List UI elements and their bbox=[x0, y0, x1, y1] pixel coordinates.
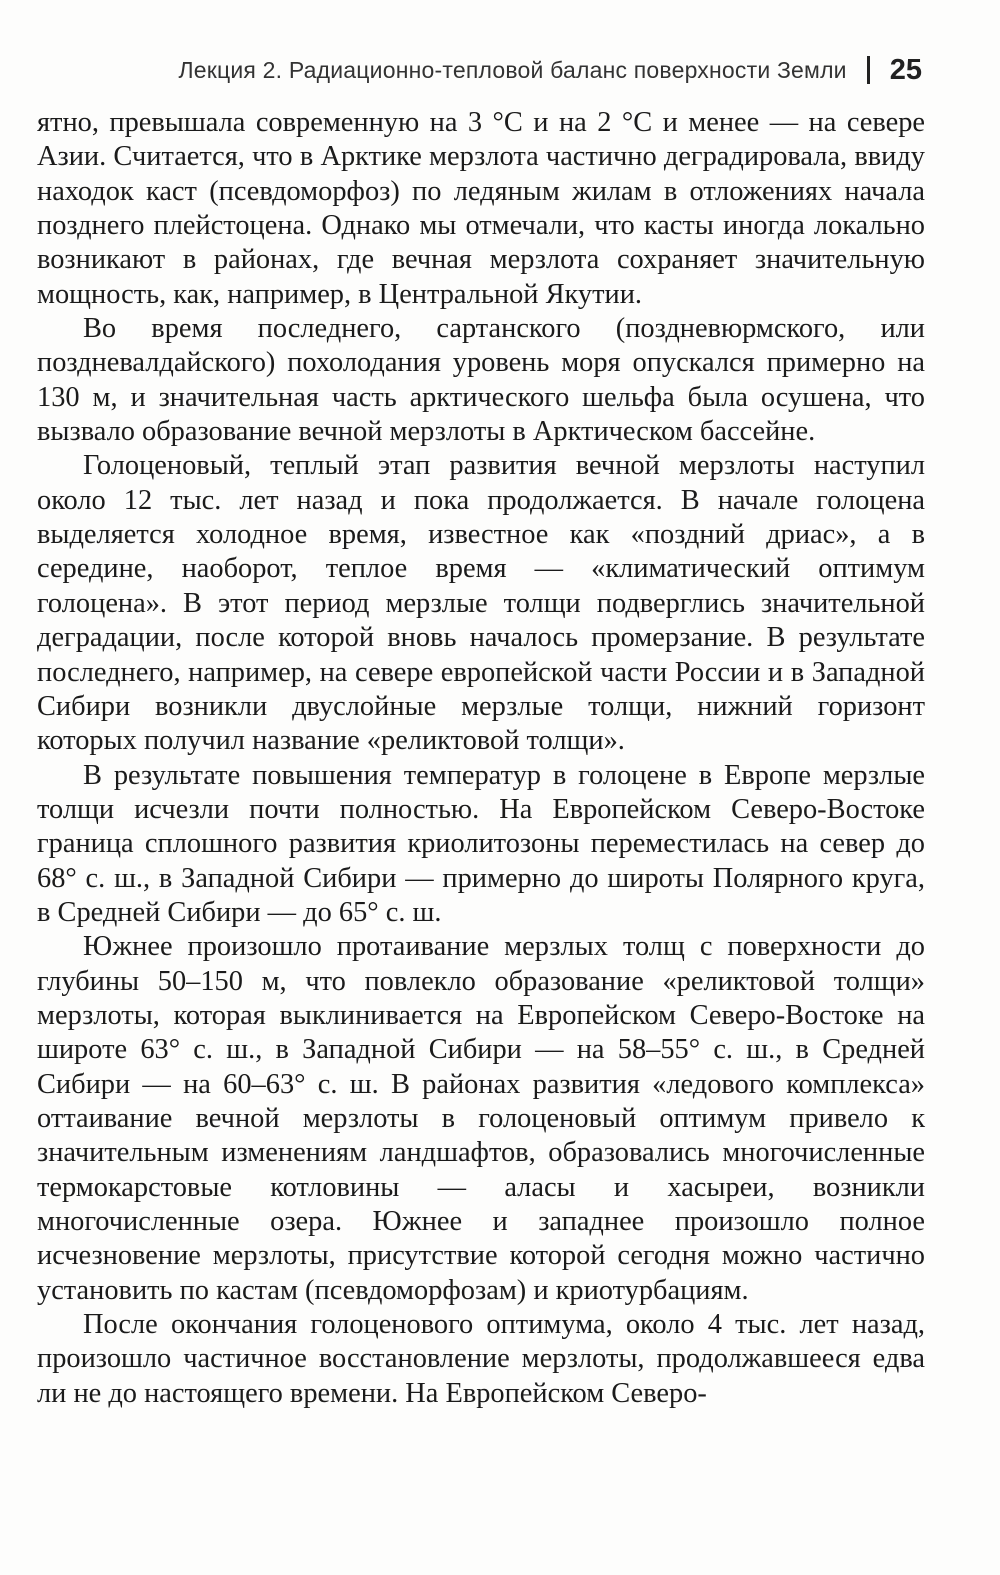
paragraph-sartan-cooling: Во время последнего, сартанского (поздневюрмского, или поздневалдайского) похолодания уровень моря опускался примерно на 130 м, и значительная часть арктического шельфа была осушена, что вызвало образование вечной мерзлоты в Арктическом бассейне. bbox=[37, 313, 925, 448]
paragraph-europe-thaw: В результате повышения температур в голоцене в Европе мерзлые толщи исчезли почти полностью. На Европейском Северо-Востоке граница сплошного развития криолитозоны переместилась на север до 68° с. ш., в Западной Сибири — примерно до широты Полярного круга, в Средней Сибири — до 65° с. ш. bbox=[37, 759, 925, 928]
paragraph-relict-layer: Южнее произошло протаивание мерзлых толщ с поверхности до глубины 50–150 м, что повлекло образование «реликтовой толщи» мерзлоты, которая выклинивается на Европейском Северо-Востоке на широте 63° с. ш., в Западной Сибири — на 58–55° с. ш., в Средней Сибири — на 60–63° с. ш. В районах развития «ледового комплекса» оттаивание вечной мерзлоты в голоценовый оптимум привело к значительным изменениям ландшафтов, образовались многочисленные термокарстовые котловины — аласы и хасыреи, возникли многочисленные озера. Южнее и западнее произошло полное исчезновение мерзлоты, присутствие которой сегодня можно частично установить по кастам (псевдоморфозам) и криотурбациям. bbox=[37, 931, 925, 1306]
paragraph-restoration: После окончания голоценового оптимума, около 4 тыс. лет назад, произошло частичное восстановление мерзлоты, продолжавшееся едва ли не до настоящего времени. На Европейском Северо- bbox=[37, 1309, 925, 1409]
running-header bbox=[120, 48, 922, 92]
running-title: Лекция 2. Радиационно-тепловой баланс поверхности Земли bbox=[178, 56, 847, 83]
header-divider bbox=[867, 56, 870, 84]
paragraph-holocene-stage: Голоценовый, теплый этап развития вечной мерзлоты наступил около 12 тыс. лет назад и пока продолжается. В начале голоцена выделяется холодное время, известное как «поздний дриас», а в середине, наоборот, теплое время — «климатический оптимум голоцена». В этот период мерзлые толщи подверглись значительной деградации, после которой вновь началось промерзание. В результате последнего, например, на севере европейской части России и в Западной Сибири возникли двуслойные мерзлые толщи, нижний горизонт которых получил название «реликтовой толщи». bbox=[37, 450, 925, 757]
page-number: 25 bbox=[889, 53, 922, 86]
body-text bbox=[37, 106, 925, 1411]
paragraph-continuation: ятно, превышала современную на 3 °С и на 2 °С и менее — на севере Азии. Считается, что в Арктике мерзлота частично деградировала, ввиду находок каст (псевдоморфоз) по ледяным жилам в отложениях начала позднего плейстоцена. Однако мы отмечали, что касты иногда локально возникают в районах, где вечная мерзлота сохраняет значительную мощность, как, например, в Центральной Якутии. bbox=[37, 107, 925, 310]
